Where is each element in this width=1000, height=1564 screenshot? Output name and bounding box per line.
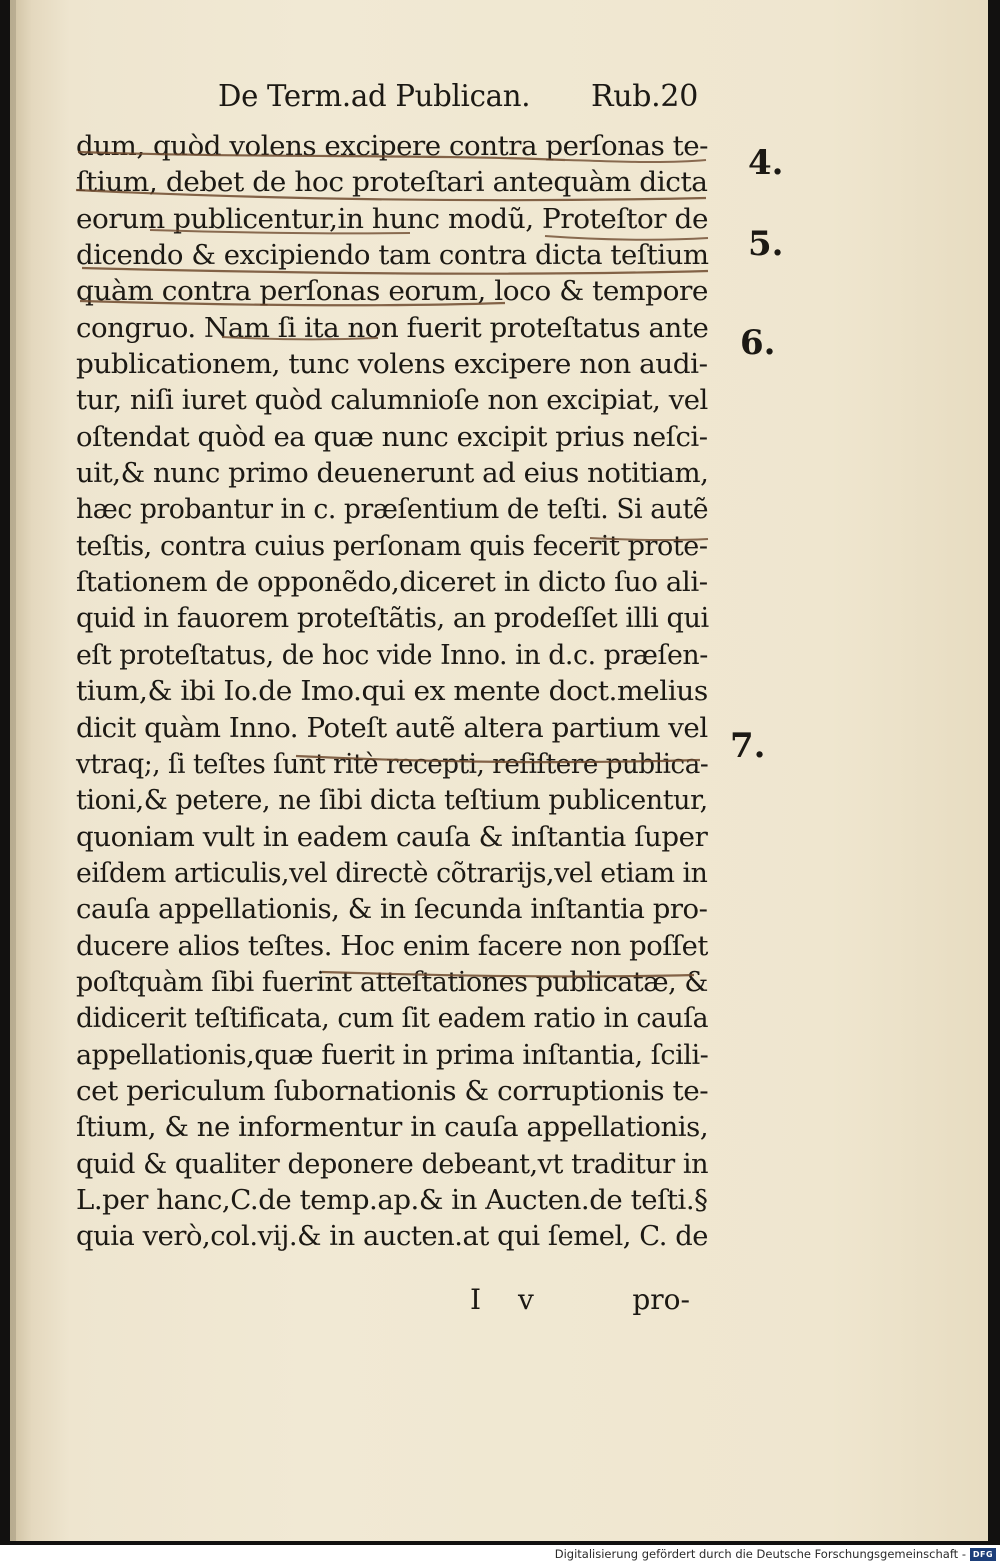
text-line: ducere alios teſtes. Hoc enim facere non poſſet: [76, 929, 708, 962]
signature-line: [470, 1280, 690, 1320]
text-line: didicerit teſtificata, cum ſit eadem ratio in cauſa: [76, 1002, 709, 1035]
text-line: quàm contra perſonas eorum, loco & tempore: [76, 275, 709, 308]
text-line: eorum publicentur,in hunc modũ, Proteſtor de: [76, 202, 709, 235]
margin-number-7: 7.: [730, 726, 766, 766]
dfg-logo: DFG: [970, 1548, 996, 1561]
margin-number-5: 5.: [748, 224, 784, 264]
text-line: tur, niſi iuret quòd calumnioſe non excipiat, vel: [76, 384, 708, 417]
text-line: vtraq;, ſi teſtes ſunt ritè recepti, reſiſtere publica-: [76, 747, 709, 780]
margin-number-6: 6.: [740, 323, 776, 363]
text-line: ſtationem de opponẽdo,diceret in dicto ſuo ali-: [76, 566, 708, 599]
text-line: ſtium, & ne informentur in cauſa appellationis,: [76, 1111, 709, 1144]
text-line: quid in fauorem proteſtãtis, an prodeſſet illi qui: [76, 602, 709, 635]
text-line: oſtendat quòd ea quæ nunc excipit prius neſci-: [76, 420, 708, 453]
rubric-number: Rub.20: [590, 79, 698, 114]
margin-number-4: 4.: [748, 143, 784, 183]
text-line: publicationem, tunc volens excipere non audi-: [76, 348, 708, 381]
text-line: L.per hanc,C.de temp.ap.& in Aucten.de teſti.§: [76, 1183, 708, 1216]
text-line: hæc probantur in c. præſentium de teſti. Si autẽ: [76, 493, 709, 526]
text-line: cauſa appellationis, & in ſecunda inſtantia pro-: [76, 893, 708, 926]
body-text: [76, 128, 716, 1255]
text-line: poſtquàm ſibi fuerint atteſtationes publicatæ, &: [76, 965, 708, 998]
text-line: quoniam vult in eadem cauſa & inſtantia ſuper: [76, 820, 708, 853]
text-line: dicendo & excipiendo tam contra dicta teſtium: [76, 239, 709, 272]
text-line: tium,& ibi Io.de Imo.qui ex mente doct.melius: [76, 675, 708, 708]
text-line: dum, quòd volens excipere contra perſonas te-: [76, 130, 709, 162]
running-head: [218, 72, 698, 122]
text-line: quid & qualiter deponere debeant,vt traditur in: [76, 1147, 709, 1180]
text-line: teſtis, contra cuius perſonam quis fecerit prote-: [76, 529, 708, 562]
page-gutter-shadow: [10, 0, 16, 1541]
text-line: dicit quàm Inno. Poteſt autẽ altera partium vel: [76, 711, 708, 744]
footer-bar: [0, 1545, 1000, 1564]
text-line: uit,& nunc primo deuenerunt ad eius notitiam,: [76, 457, 709, 490]
text-line: eſt proteſtatus, de hoc vide Inno. in d.c. præſen-: [76, 638, 708, 671]
text-line: eiſdem articulis,vel directè cõtrarijs,vel etiam in: [76, 856, 708, 889]
text-line: appellationis,quæ fuerit in prima inſtantia, ſcili-: [76, 1038, 709, 1071]
catchword: pro-: [632, 1283, 690, 1316]
text-line: cet periculum ſubornationis & corruptionis te-: [76, 1074, 709, 1107]
digitization-credit: Digitalisierung gefördert durch die Deutsche Forschungsgemeinschaft -: [554, 1547, 966, 1561]
text-line: ſtium, debet de hoc proteſtari antequàm dicta: [76, 166, 708, 199]
signature-mark: I v: [470, 1283, 548, 1316]
running-title: De Term.ad Publican.: [218, 79, 531, 114]
text-line: congruo. Nam ſi ita non fuerit proteſtatus ante: [76, 311, 709, 344]
text-line: quia verò,col.vij.& in aucten.at qui ſemel, C. de: [76, 1220, 709, 1253]
text-line: tioni,& petere, ne ſibi dicta teſtium publicentur,: [76, 784, 708, 817]
